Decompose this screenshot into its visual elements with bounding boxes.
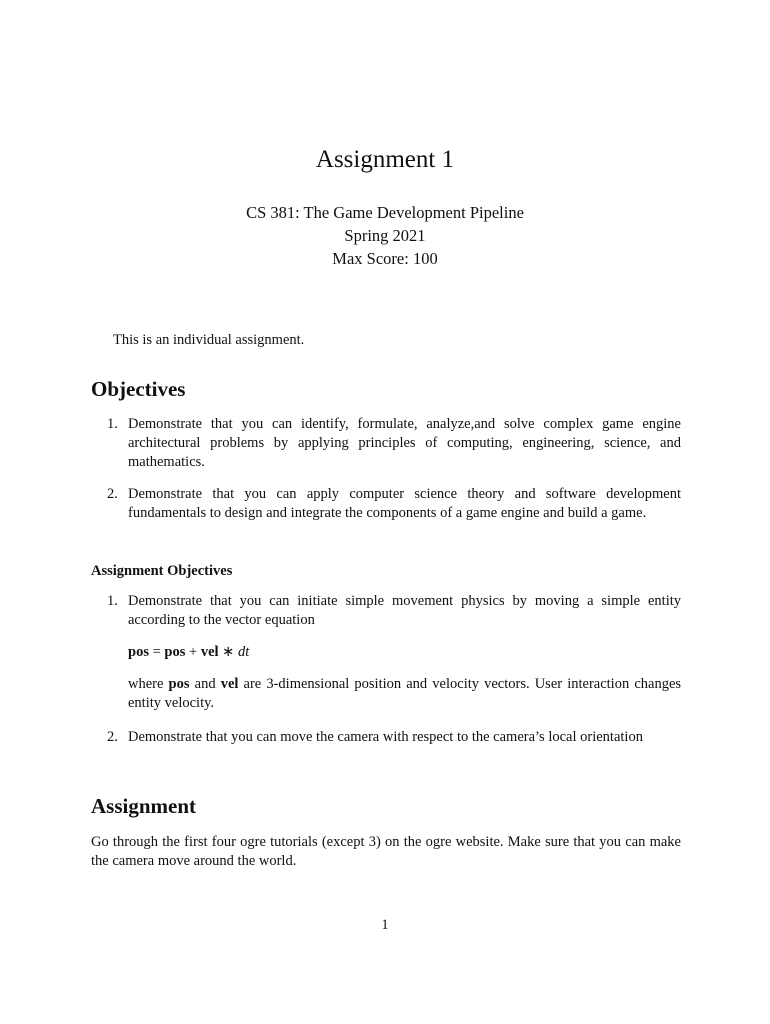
assignment-objective-item-1 — [91, 592, 681, 713]
where-text: where pos and vel are 3-dimensional position and velocity vectors. User interaction changes entity velocity. — [128, 676, 682, 711]
objectives-heading: Objectives — [91, 377, 186, 401]
list-number: 2. — [107, 729, 118, 745]
term: Spring 2021 — [344, 226, 426, 245]
assignment-objective-item-2 — [91, 728, 681, 747]
page-number: 1 — [381, 917, 389, 933]
list-number: 1. — [107, 416, 118, 432]
assignment-objectives-heading: Assignment Objectives — [91, 563, 233, 579]
list-text: Demonstrate that you can move the camera with respect to the camera’s local orientation — [128, 729, 643, 745]
assignment-text: Go through the first four ogre tutorials (except 3) on the ogre website. Make sure that you can make the camera move around the world. — [91, 834, 681, 869]
vector-equation: pos = pos + vel ∗ dt — [128, 644, 250, 660]
objective-item-2 — [91, 485, 681, 523]
objective-item-1 — [91, 415, 681, 472]
max-score: Max Score: 100 — [332, 249, 438, 268]
list-text: Demonstrate that you can identify, formulate, analyze,and solve complex game engine architectural problems by applying principles of computing, engineering, science, and mathematics. — [128, 416, 681, 470]
list-text: Demonstrate that you can apply computer science theory and software development fundamentals to design and integrate the components of a game engine and build a game. — [128, 486, 681, 521]
assignment-heading: Assignment — [91, 794, 197, 818]
list-text — [128, 592, 681, 713]
document-title: Assignment 1 — [315, 146, 455, 173]
list-number: 2. — [107, 486, 118, 502]
list-number: 1. — [107, 593, 118, 609]
intro-text: This is an individual assignment. — [113, 332, 305, 348]
course-name: CS 381: The Game Development Pipeline — [246, 203, 524, 222]
course-info — [0, 201, 770, 270]
objective-text: Demonstrate that you can initiate simple movement physics by moving a simple entity according to the vector equation — [128, 593, 681, 628]
